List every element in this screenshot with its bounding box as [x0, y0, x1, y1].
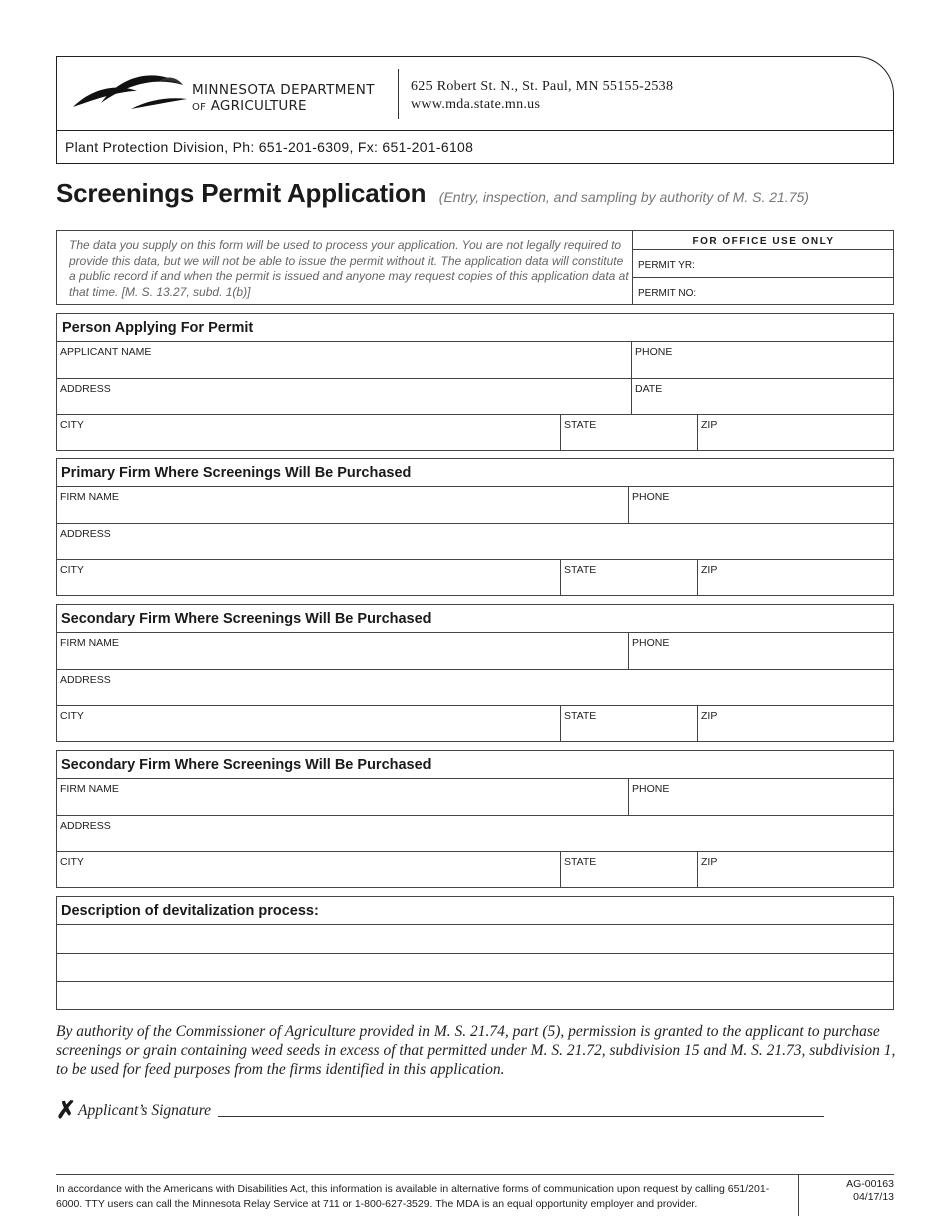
form-date: 04/17/13 [853, 1191, 894, 1203]
form-row [57, 378, 893, 414]
form-row [57, 342, 893, 378]
form-row [57, 815, 893, 851]
permit-yr-field[interactable]: PERMIT YR: [638, 260, 695, 271]
description-line-1[interactable] [57, 925, 893, 953]
landscape-swoosh-icon [71, 69, 191, 119]
secondary-firm-section-1 [56, 604, 894, 742]
letterhead [56, 56, 894, 130]
form-row [57, 414, 893, 450]
applicant-date-field[interactable]: DATE [631, 379, 893, 414]
applicant-section [56, 313, 894, 451]
firm-address-field[interactable]: ADDRESS [60, 528, 111, 540]
firm-zip-field[interactable]: ZIP [697, 706, 893, 741]
firm-state-field[interactable]: STATE [560, 560, 697, 595]
page-subtitle: (Entry, inspection, and sampling by authority of M. S. 21.75) [438, 189, 809, 205]
data-privacy-notice: The data you supply on this form will be used to process your application. You are not legally required to provide this data, but we will not be able to issue the permit without it. The application data will constitute a public record if and when the permit is issued and anyone may request copies of this application data at that time. [M. S. 13.27, subd. 1(b)] [69, 238, 629, 299]
authority-statement: By authority of the Commissioner of Agriculture provided in M. S. 21.74, part (5), permission is granted to the applicant to purchase screenings or grain containing weed seeds in excess of that permitted under M. S. 21.72, subdivision 15 and M. S. 21.73, subdivision 1, to be used for feed purposes from the firms identified in this application. [56, 1023, 896, 1078]
office-use-box [632, 231, 894, 304]
form-code-block [800, 1178, 894, 1204]
title-row [56, 178, 894, 209]
applicant-name-field[interactable]: APPLICANT NAME [60, 346, 152, 358]
logo-prefix: OF [192, 102, 207, 113]
firm-phone-field[interactable]: PHONE [628, 633, 893, 669]
notice-box [56, 230, 894, 305]
logo-line-2 [192, 98, 307, 114]
logo-main-word: AGRICULTURE [210, 98, 307, 114]
signature-line[interactable] [218, 1116, 824, 1117]
firm-state-field[interactable]: STATE [560, 706, 697, 741]
secondary-firm-section-2 [56, 750, 894, 888]
logo-line-1: MINNESOTA DEPARTMENT [192, 82, 375, 98]
firm-address-field[interactable]: ADDRESS [60, 820, 111, 832]
form-row [57, 705, 893, 741]
section-heading: Description of devitalization process: [57, 897, 893, 925]
applicant-state-field[interactable]: STATE [560, 415, 697, 450]
description-line-3[interactable] [57, 981, 893, 1009]
website-url[interactable]: www.mda.state.mn.us [411, 97, 541, 112]
form-row [57, 851, 893, 887]
section-heading: Primary Firm Where Screenings Will Be Purchased [57, 459, 893, 487]
firm-phone-field[interactable]: PHONE [628, 487, 893, 523]
firm-city-field[interactable]: CITY [60, 564, 84, 576]
section-heading: Secondary Firm Where Screenings Will Be Purchased [57, 751, 893, 779]
firm-zip-field[interactable]: ZIP [697, 560, 893, 595]
firm-name-field[interactable]: FIRM NAME [60, 783, 119, 795]
firm-zip-field[interactable]: ZIP [697, 852, 893, 887]
firm-city-field[interactable]: CITY [60, 710, 84, 722]
form-row [57, 669, 893, 705]
street-address: 625 Robert St. N., St. Paul, MN 55155-2538 [411, 79, 674, 94]
form-row [57, 523, 893, 559]
sign-here-mark-icon: ✗ [56, 1097, 77, 1124]
footer-vertical-divider [798, 1174, 799, 1216]
form-row [57, 779, 893, 815]
form-row [57, 487, 893, 523]
header-divider [398, 69, 399, 119]
signature-row [56, 1096, 836, 1122]
form-code: AG-00163 [846, 1178, 894, 1190]
description-line-2[interactable] [57, 953, 893, 981]
ada-notice: In accordance with the Americans with Disabilities Act, this information is available in alternative forms of communication upon request by calling 651/201-6000. TTY users can call the Minnesota Relay Service at 711 or 1-800-627-3529. The MDA is an equal opportunity employer and provider. [56, 1183, 770, 1210]
permit-no-field[interactable]: PERMIT NO: [633, 277, 894, 304]
firm-address-field[interactable]: ADDRESS [60, 674, 111, 686]
applicant-city-field[interactable]: CITY [60, 419, 84, 431]
firm-state-field[interactable]: STATE [560, 852, 697, 887]
section-heading: Secondary Firm Where Screenings Will Be Purchased [57, 605, 893, 633]
signature-label: Applicant’s Signature [78, 1102, 212, 1119]
footer-divider [56, 1174, 894, 1175]
division-contact: Plant Protection Division, Ph: 651-201-6309, Fx: 651-201-6108 [56, 130, 894, 164]
office-use-heading: FOR OFFICE USE ONLY [633, 231, 894, 250]
firm-phone-field[interactable]: PHONE [628, 779, 893, 815]
applicant-phone-field[interactable]: PHONE [631, 342, 893, 378]
form-row [57, 633, 893, 669]
firm-name-field[interactable]: FIRM NAME [60, 491, 119, 503]
page-title: Screenings Permit Application [56, 178, 427, 208]
applicant-zip-field[interactable]: ZIP [697, 415, 893, 450]
form-row [57, 559, 893, 595]
firm-name-field[interactable]: FIRM NAME [60, 637, 119, 649]
firm-city-field[interactable]: CITY [60, 856, 84, 868]
applicant-address-field[interactable]: ADDRESS [60, 383, 111, 395]
devitalization-section [56, 896, 894, 1010]
mda-logo [71, 69, 381, 119]
section-heading: Person Applying For Permit [57, 314, 893, 342]
primary-firm-section [56, 458, 894, 596]
